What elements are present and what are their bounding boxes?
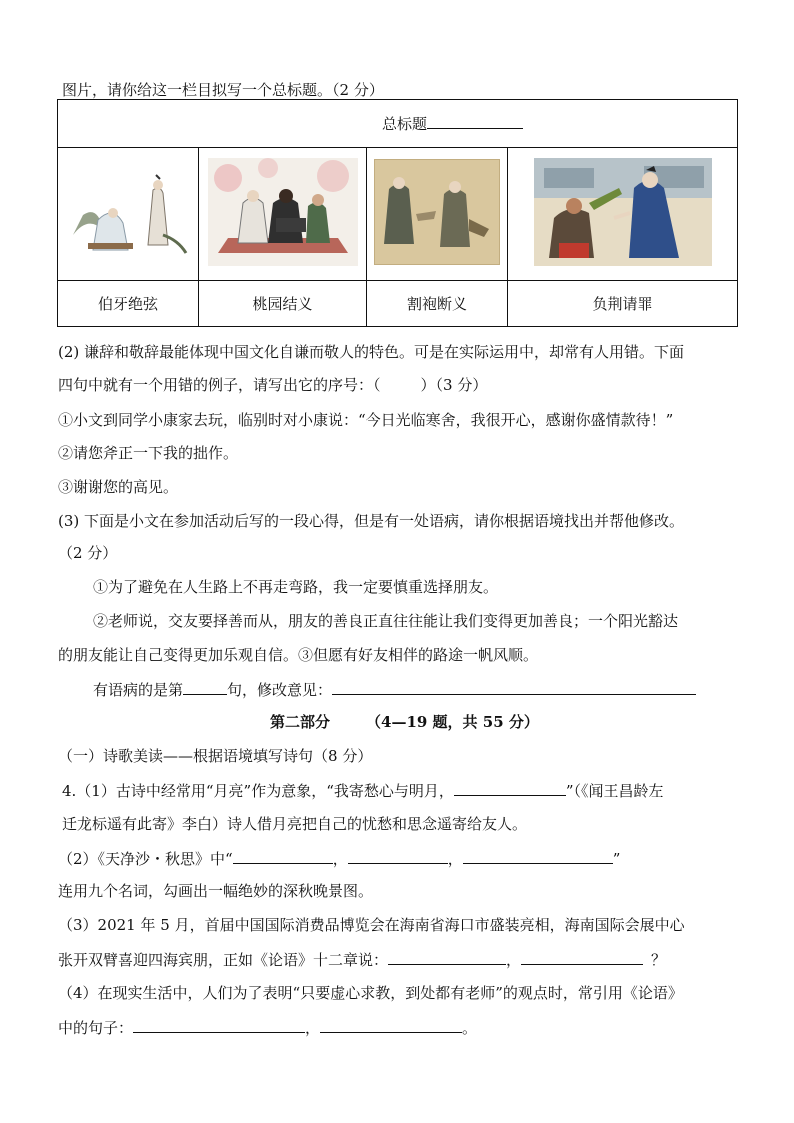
- q4-2-text-a: （2）《天净沙・秋思》中“: [58, 850, 233, 868]
- q4-2-line2: 连用九个名词，勾画出一幅绝妙的深秋晚景图。: [58, 882, 374, 900]
- q4-4-blank-2[interactable]: [320, 1017, 462, 1033]
- q4-2-blank-2[interactable]: [348, 848, 448, 864]
- q4-1-text-b: ”（《闻王昌龄左: [565, 782, 664, 800]
- q4-2-comma-2: ，: [447, 850, 463, 868]
- label-taoyuan: 桃园结义: [199, 281, 367, 327]
- q3-line1: (3) 下面是小文在参加活动后写的一段心得，但是有一处语病，请你根据语境找出并帮他修改。: [58, 512, 685, 530]
- q4-3-blank-2[interactable]: [521, 949, 643, 965]
- q4-4-period: 。: [462, 1019, 478, 1037]
- title-label: 总标题: [381, 115, 427, 133]
- q4-3-line2: [58, 949, 666, 970]
- q3-sentence-2b: 的朋友能让自己变得更加乐观自信。③但愿有好友相伴的路途一帆风顺。: [58, 646, 539, 664]
- q3-answer-line: [93, 679, 696, 700]
- q4-1-line2: 迁龙标遥有此寄》李白）诗人借月亮把自己的忧愁和思念遥寄给友人。: [62, 815, 528, 833]
- q4-2-comma-1: ，: [332, 850, 348, 868]
- q4-1-text-a: 4.（1）古诗中经常用“月亮”作为意象，“我寄愁心与明月，: [62, 782, 454, 800]
- q4-4-text: 中的句子：: [58, 1019, 134, 1037]
- q3-sentence-1: ①为了避免在人生路上不再走弯路，我一定要慎重选择朋友。: [93, 578, 499, 596]
- q4-3-comma: ，: [506, 951, 522, 969]
- part2-subtitle: （4—19 题，共 55 分）: [366, 713, 539, 731]
- image-cell-gepao: [367, 148, 508, 281]
- q4-1-blank[interactable]: [454, 780, 566, 796]
- q2-line1: (2) 谦辞和敬辞最能体现中国文化自谦而敬人的特色。可是在实际运用中，却常有人用错。下面: [58, 343, 685, 361]
- gepao-painting-image: [374, 159, 500, 265]
- q4-4-line2: [58, 1017, 477, 1038]
- q4-4-blank-1[interactable]: [133, 1017, 305, 1033]
- part2-heading: [270, 712, 539, 732]
- q2-option-3: ③谢谢您的高见。: [58, 478, 179, 496]
- section-heading: （一）诗歌美读——根据语境填写诗句（8 分）: [58, 747, 373, 765]
- q4-2-line1: [58, 848, 620, 869]
- intro-text: 图片，请你给这一栏目拟写一个总标题。（2 分）: [62, 81, 384, 99]
- q2-option-1: ①小文到同学小康家去玩，临别时对小康说：“今日光临寒舍，我很开心，感谢你盛情款待！”: [58, 411, 674, 429]
- image-cell-taoyuan: [199, 148, 367, 281]
- q4-3-line1: （3）2021 年 5 月，首届中国国际消费品博览会在海南省海口市盛装亮相，海南国际会展中心: [58, 916, 685, 934]
- fujing-painting-image: [534, 158, 712, 266]
- q2-line2-a: 四句中就有一个用错的例子，请写出它的序号：（: [58, 376, 381, 394]
- q4-3-question-mark: ？: [651, 951, 667, 969]
- q3-line2: （2 分）: [58, 544, 118, 562]
- title-blank[interactable]: [427, 113, 523, 129]
- label-boya: 伯牙绝弦: [58, 281, 199, 327]
- boya-painting-image: [68, 165, 188, 260]
- q4-2-blank-3[interactable]: [463, 848, 613, 864]
- q4-2-quote-close: ”: [612, 850, 621, 868]
- q4-2-blank-1[interactable]: [233, 848, 333, 864]
- q4-4-comma: ，: [305, 1019, 321, 1037]
- q4-3-text: 张开双臂喜迎四海宾朋，正如《论语》十二章说：: [58, 951, 389, 969]
- q4-1-line1: [62, 780, 664, 801]
- q3-answer-b: 句，修改意见：: [227, 681, 333, 699]
- taoyuan-painting-image: [208, 158, 358, 266]
- q3-sentence-number-blank[interactable]: [183, 679, 227, 695]
- title-cell: [58, 100, 738, 148]
- q3-sentence-2a: ②老师说，交友要择善而从，朋友的善良正直往往能让我们变得更加善良；一个阳光豁达: [93, 612, 679, 630]
- title-table: [57, 99, 738, 327]
- q4-4-line1: （4）在现实生活中，人们为了表明“只要虚心求教，到处都有老师”的观点时，常引用《论语》: [58, 984, 683, 1002]
- label-gepao: 割袍断义: [367, 281, 508, 327]
- q3-answer-a: 有语病的是第: [93, 681, 184, 699]
- q2-line2: [58, 375, 487, 395]
- q2-option-2: ②请您斧正一下我的拙作。: [58, 444, 239, 462]
- image-cell-fujing: [508, 148, 738, 281]
- label-fujing: 负荆请罪: [508, 281, 738, 327]
- q2-line2-b: ）（3 分）: [420, 376, 488, 394]
- q3-revision-blank[interactable]: [332, 679, 696, 695]
- part2-title: 第二部分: [270, 713, 331, 731]
- q4-3-blank-1[interactable]: [388, 949, 506, 965]
- image-cell-boya: [58, 148, 199, 281]
